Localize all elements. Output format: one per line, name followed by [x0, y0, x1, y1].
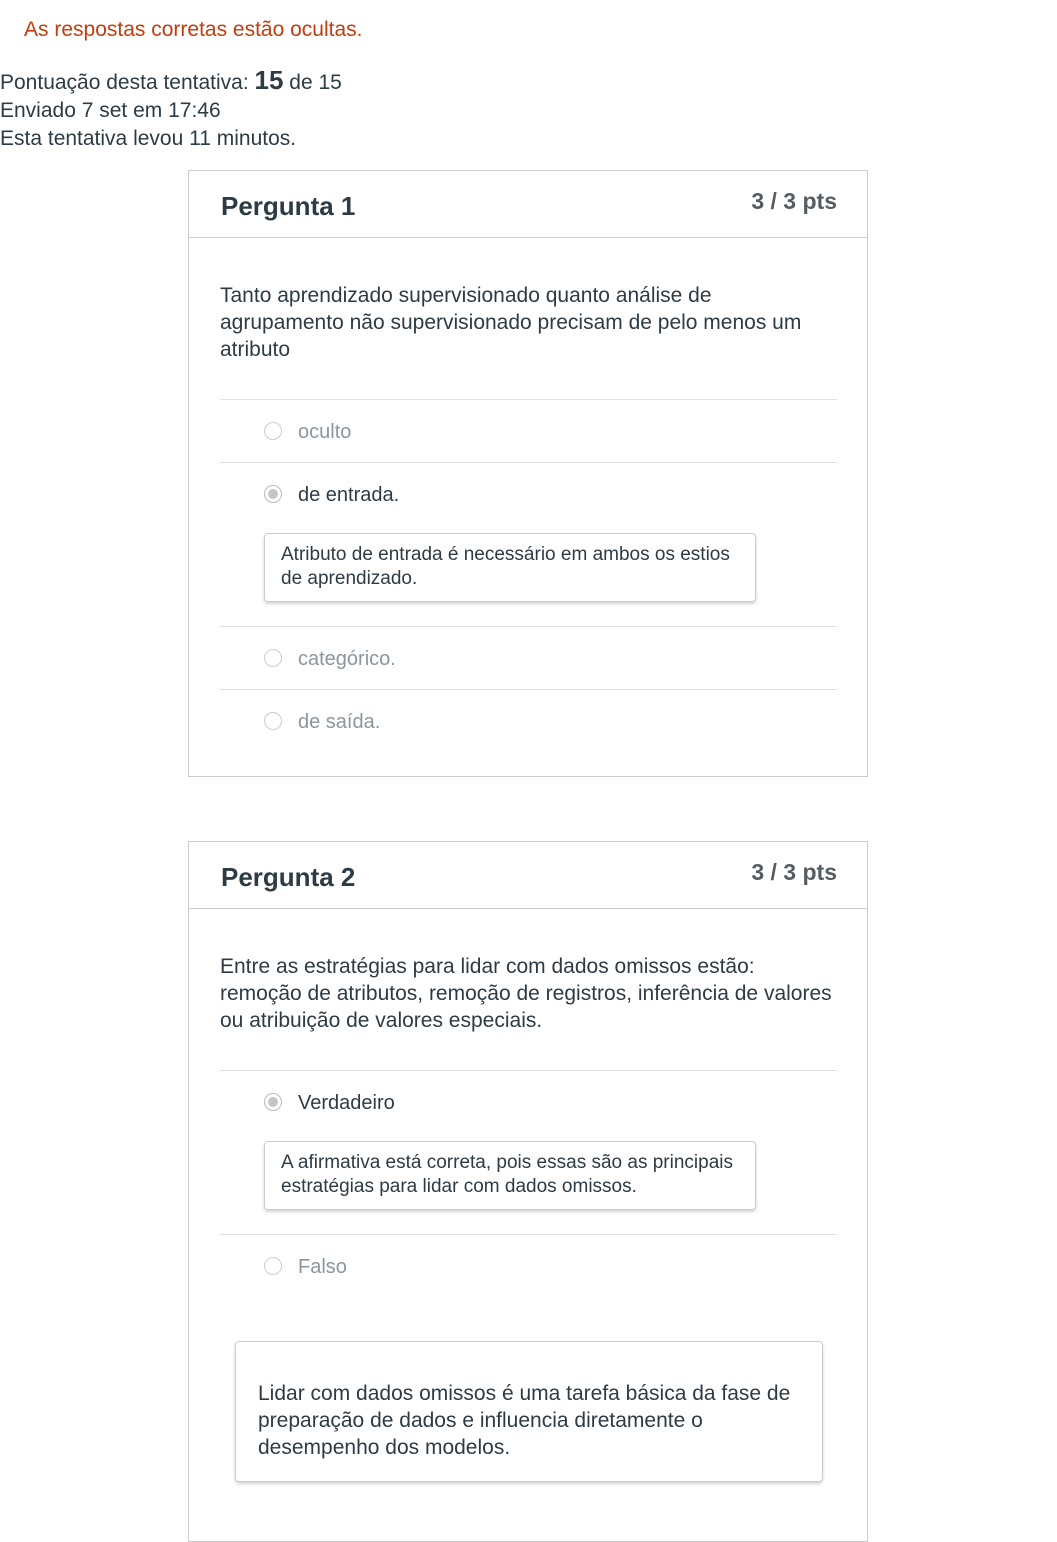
answers-hidden-notice: As respostas corretas estão ocultas.: [24, 18, 363, 41]
answer-option-selected[interactable]: [220, 462, 837, 626]
answer-comment: A afirmativa está correta, pois essas são as principais estratégias para lidar com dados omissos.: [264, 1141, 756, 1210]
score-value: 15: [254, 65, 284, 95]
radio-selected-icon[interactable]: [264, 485, 282, 503]
score-suffix: de 15: [283, 71, 342, 94]
answer-option[interactable]: [220, 689, 837, 752]
question-title: Pergunta 2: [221, 862, 356, 892]
duration-line: Esta tentativa levou 11 minutos.: [0, 127, 297, 150]
radio-selected-icon[interactable]: [264, 1093, 282, 1111]
question-title: Pergunta 1: [221, 191, 356, 221]
question-2: [188, 841, 868, 1542]
answer-option[interactable]: [220, 626, 837, 689]
score-line: [0, 66, 342, 97]
question-header: [189, 171, 867, 238]
general-comment: Lidar com dados omissos é uma tarefa básica da fase de preparação de dados e influencia diretamente o desempenho dos modelos.: [235, 1341, 823, 1482]
question-1: [188, 170, 868, 777]
answer-option[interactable]: [220, 399, 837, 462]
question-text: Tanto aprendizado supervisionado quanto análise de agrupamento não supervisionado precisam de pelo menos um atributo: [220, 284, 802, 361]
radio-icon[interactable]: [264, 1257, 282, 1275]
answer-label: de entrada.: [298, 484, 400, 506]
radio-icon[interactable]: [264, 649, 282, 667]
answer-label: categórico.: [298, 648, 396, 670]
answer-label: Verdadeiro: [298, 1092, 395, 1114]
question-body: [189, 909, 867, 1341]
answer-label: de saída.: [298, 711, 381, 733]
answer-option-selected[interactable]: [220, 1070, 837, 1234]
radio-icon[interactable]: [264, 422, 282, 440]
score-prefix: Pontuação desta tentativa:: [0, 71, 255, 94]
attempt-summary: [0, 66, 342, 153]
answer-label: oculto: [298, 421, 352, 443]
question-points: 3 / 3 pts: [751, 188, 837, 214]
answer-comment: Atributo de entrada é necessário em ambos os estios de aprendizado.: [264, 533, 756, 602]
submitted-line: Enviado 7 set em 17:46: [0, 99, 221, 122]
question-header: [189, 842, 867, 909]
answer-option[interactable]: [220, 1234, 837, 1341]
question-text: Entre as estratégias para lidar com dados omissos estão: remoção de atributos, remoção de registros, inferência de valores ou atribuição de valores especiais.: [220, 955, 832, 1032]
question-points: 3 / 3 pts: [751, 859, 837, 885]
answer-label: Falso: [298, 1256, 347, 1278]
question-body: [189, 238, 867, 752]
radio-icon[interactable]: [264, 712, 282, 730]
